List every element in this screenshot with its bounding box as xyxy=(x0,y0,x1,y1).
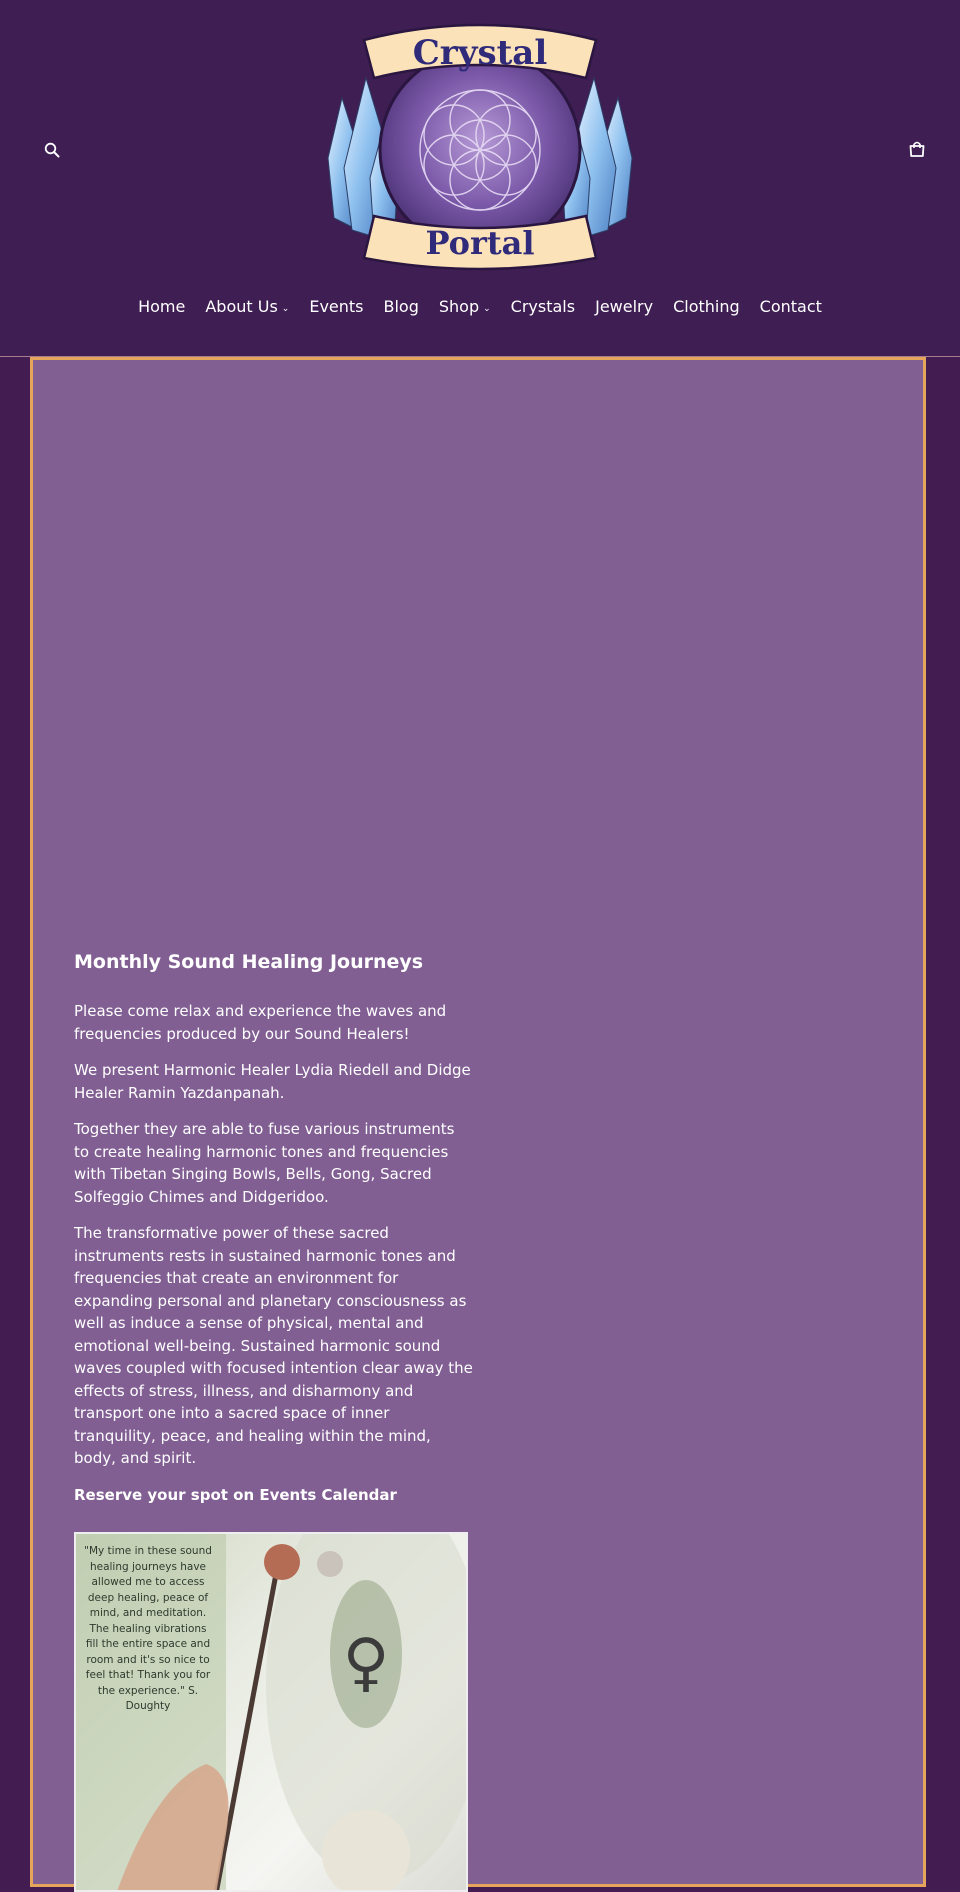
article-paragraph: Together they are able to fuse various instruments to create healing harmonic tones and frequencies with Tibetan Singing Bowls, Bells, Gong, Sacred Solfeggio Chimes and Didgeridoo. xyxy=(74,1120,455,1206)
article-paragraph: We present Harmonic Healer Lydia Riedell and Didge Healer Ramin Yazdanpanah. xyxy=(74,1061,471,1102)
sound-healing-photo xyxy=(74,1532,468,1892)
svg-text:♀: ♀ xyxy=(342,1626,390,1700)
nav-label: Contact xyxy=(759,297,822,316)
nav-item-events[interactable] xyxy=(299,295,373,319)
nav-item-shop[interactable] xyxy=(429,295,501,319)
search-icon xyxy=(44,142,60,158)
nav-label: Events xyxy=(309,297,364,316)
search-button[interactable] xyxy=(40,138,64,162)
logo-text-top: Crystal xyxy=(412,33,548,73)
chevron-down-icon: ⌄ xyxy=(483,304,491,314)
photo-quote: "My time in these sound healing journeys have allowed me to access deep healing, peace of mind, and meditation. The healing vibrations fill the entire space and room and it's so nice to feel that! Thank you for the experience." S. Doughty xyxy=(84,1545,212,1712)
nav-label: Home xyxy=(138,297,186,316)
nav-item-blog[interactable] xyxy=(374,295,429,319)
site-header xyxy=(0,0,960,357)
site-logo[interactable] xyxy=(324,18,636,278)
nav-item-about-us[interactable] xyxy=(195,295,299,319)
cart-icon xyxy=(908,140,926,158)
main-nav xyxy=(0,295,960,319)
chevron-down-icon: ⌄ xyxy=(281,304,290,314)
nav-item-crystals[interactable] xyxy=(501,295,585,319)
nav-item-jewelry[interactable] xyxy=(585,295,663,319)
article-title: Monthly Sound Healing Journeys xyxy=(74,951,424,973)
reserve-link[interactable]: Reserve your spot on Events Calendar xyxy=(74,1485,397,1504)
nav-label: Blog xyxy=(383,297,419,316)
article-content xyxy=(74,948,474,1520)
nav-item-home[interactable] xyxy=(128,295,195,319)
nav-item-contact[interactable] xyxy=(750,295,832,319)
nav-item-clothing[interactable] xyxy=(663,295,750,319)
nav-label: About Us xyxy=(205,297,278,316)
nav-label: Jewelry xyxy=(595,297,654,316)
article-paragraph: Please come relax and experience the waves and frequencies produced by our Sound Healers! xyxy=(74,1002,447,1043)
nav-label: Clothing xyxy=(673,297,740,316)
nav-label: Shop xyxy=(438,297,480,316)
cart-button[interactable] xyxy=(904,136,930,162)
article-paragraph: The transformative power of these sacred instruments rests in sustained harmonic tones and frequencies that create an environment for expanding personal and planetary consciousness as well as induce a sense of physical, mental and emotional well-being. Sustained harmonic sound waves coupled with focused intention clear away the effects of stress, illness, and disharmony and transport one into a sacred space of inner tranquility, peace, and healing within the mind, body, and spirit. xyxy=(74,1224,473,1467)
logo-text-bottom: Portal xyxy=(425,224,535,262)
nav-label: Crystals xyxy=(510,297,576,316)
